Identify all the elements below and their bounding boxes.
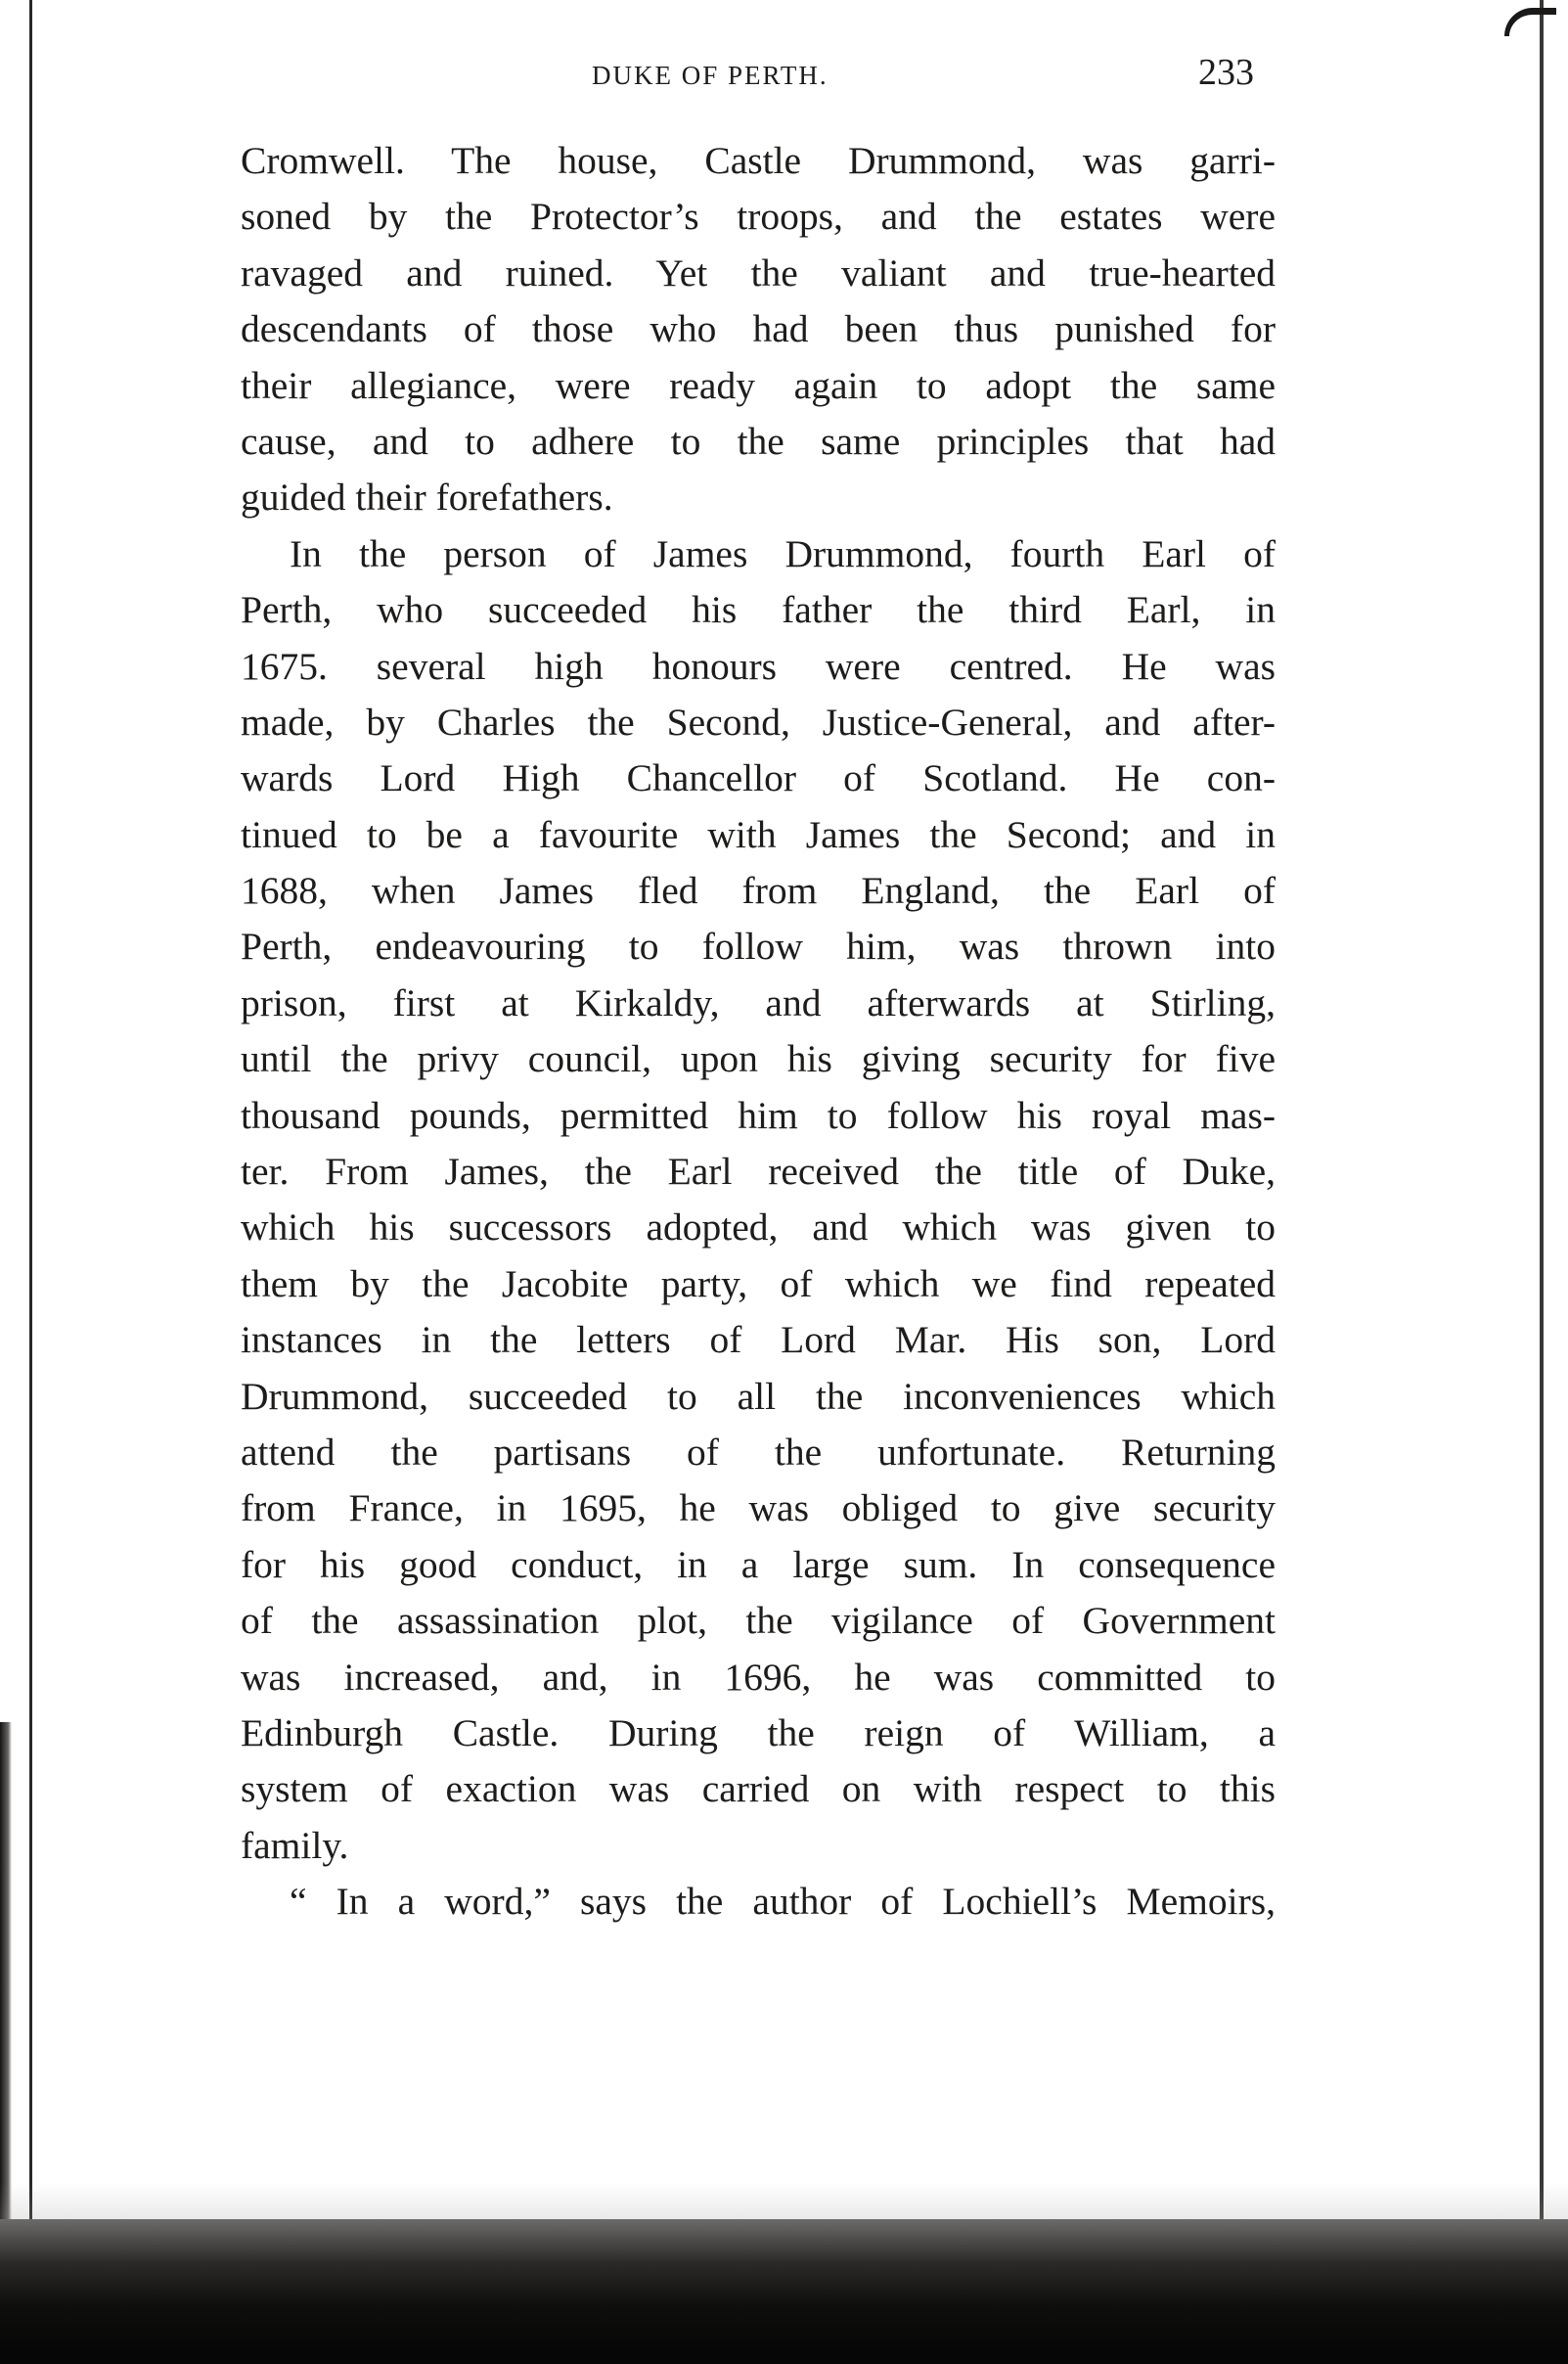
text-line: instances in the letters of Lord Mar. His son, Lord bbox=[241, 1318, 1276, 1362]
body-text bbox=[241, 133, 1276, 1931]
text-line: until the privy council, upon his giving security for five bbox=[241, 1037, 1276, 1081]
text-line: prison, first at Kirkaldy, and afterwards at Stirling, bbox=[241, 980, 1276, 1024]
corner-mark bbox=[1504, 8, 1556, 36]
text-line: Perth, endeavouring to follow him, was thrown into bbox=[241, 925, 1276, 969]
page-edge bbox=[1540, 0, 1544, 2364]
text-line: their allegiance, were ready again to adopt the same bbox=[241, 363, 1276, 407]
text-line: for his good conduct, in a large sum. In consequence bbox=[241, 1542, 1276, 1586]
paragraph-start: In the person of James Drummond, fourth Earl of bbox=[290, 531, 1276, 575]
paragraph-start: “ In a word,” says the author of Lochiell’s Memoirs, bbox=[290, 1880, 1276, 1924]
text-line: 1675. several high honours were centred. He was bbox=[241, 644, 1276, 688]
text-line: descendants of those who had been thus punished for bbox=[241, 307, 1276, 351]
text-line: cause, and to adhere to the same principles that had bbox=[241, 419, 1276, 463]
text-line: Drummond, succeeded to all the inconveniences which bbox=[241, 1374, 1276, 1418]
text-line: 1688, when James fled from England, the Earl of bbox=[241, 869, 1276, 913]
scan-gutter bbox=[0, 2219, 1568, 2364]
text-line: ter. From James, the Earl received the title of Duke, bbox=[241, 1150, 1276, 1194]
binding-edge bbox=[29, 0, 32, 2250]
text-line: Edinburgh Castle. During the reign of William, a bbox=[241, 1710, 1276, 1754]
text-line: system of exaction was carried on with respect to this bbox=[241, 1767, 1276, 1811]
text-line: of the assassination plot, the vigilance of Government bbox=[241, 1599, 1276, 1643]
text-line: attend the partisans of the unfortunate. Returning bbox=[241, 1430, 1276, 1474]
text-line: guided their forefathers. bbox=[241, 476, 613, 520]
text-line: family. bbox=[241, 1823, 349, 1867]
text-line: wards Lord High Chancellor of Scotland. He con- bbox=[241, 756, 1276, 800]
text-line: Perth, who succeeded his father the third Earl, in bbox=[241, 588, 1276, 632]
text-line: them by the Jacobite party, of which we find repeated bbox=[241, 1261, 1276, 1305]
text-line: tinued to be a favourite with James the Second; and in bbox=[241, 812, 1276, 856]
text-line: ravaged and ruined. Yet the valiant and true-hearted bbox=[241, 250, 1276, 295]
page-number: 233 bbox=[1198, 52, 1254, 93]
text-line: thousand pounds, permitted him to follow his royal mas- bbox=[241, 1093, 1276, 1137]
text-line: from France, in 1695, he was obliged to give security bbox=[241, 1486, 1276, 1530]
text-line: Cromwell. The house, Castle Drummond, was garri- bbox=[241, 139, 1276, 182]
text-line: which his successors adopted, and which was given to bbox=[241, 1205, 1276, 1250]
text-line: was increased, and, in 1696, he was committed to bbox=[241, 1655, 1276, 1699]
text-line: made, by Charles the Second, Justice-General, and after- bbox=[241, 700, 1276, 744]
running-head: DUKE OF PERTH. bbox=[592, 61, 829, 90]
text-line: soned by the Protector’s troops, and the estates were bbox=[241, 195, 1276, 239]
